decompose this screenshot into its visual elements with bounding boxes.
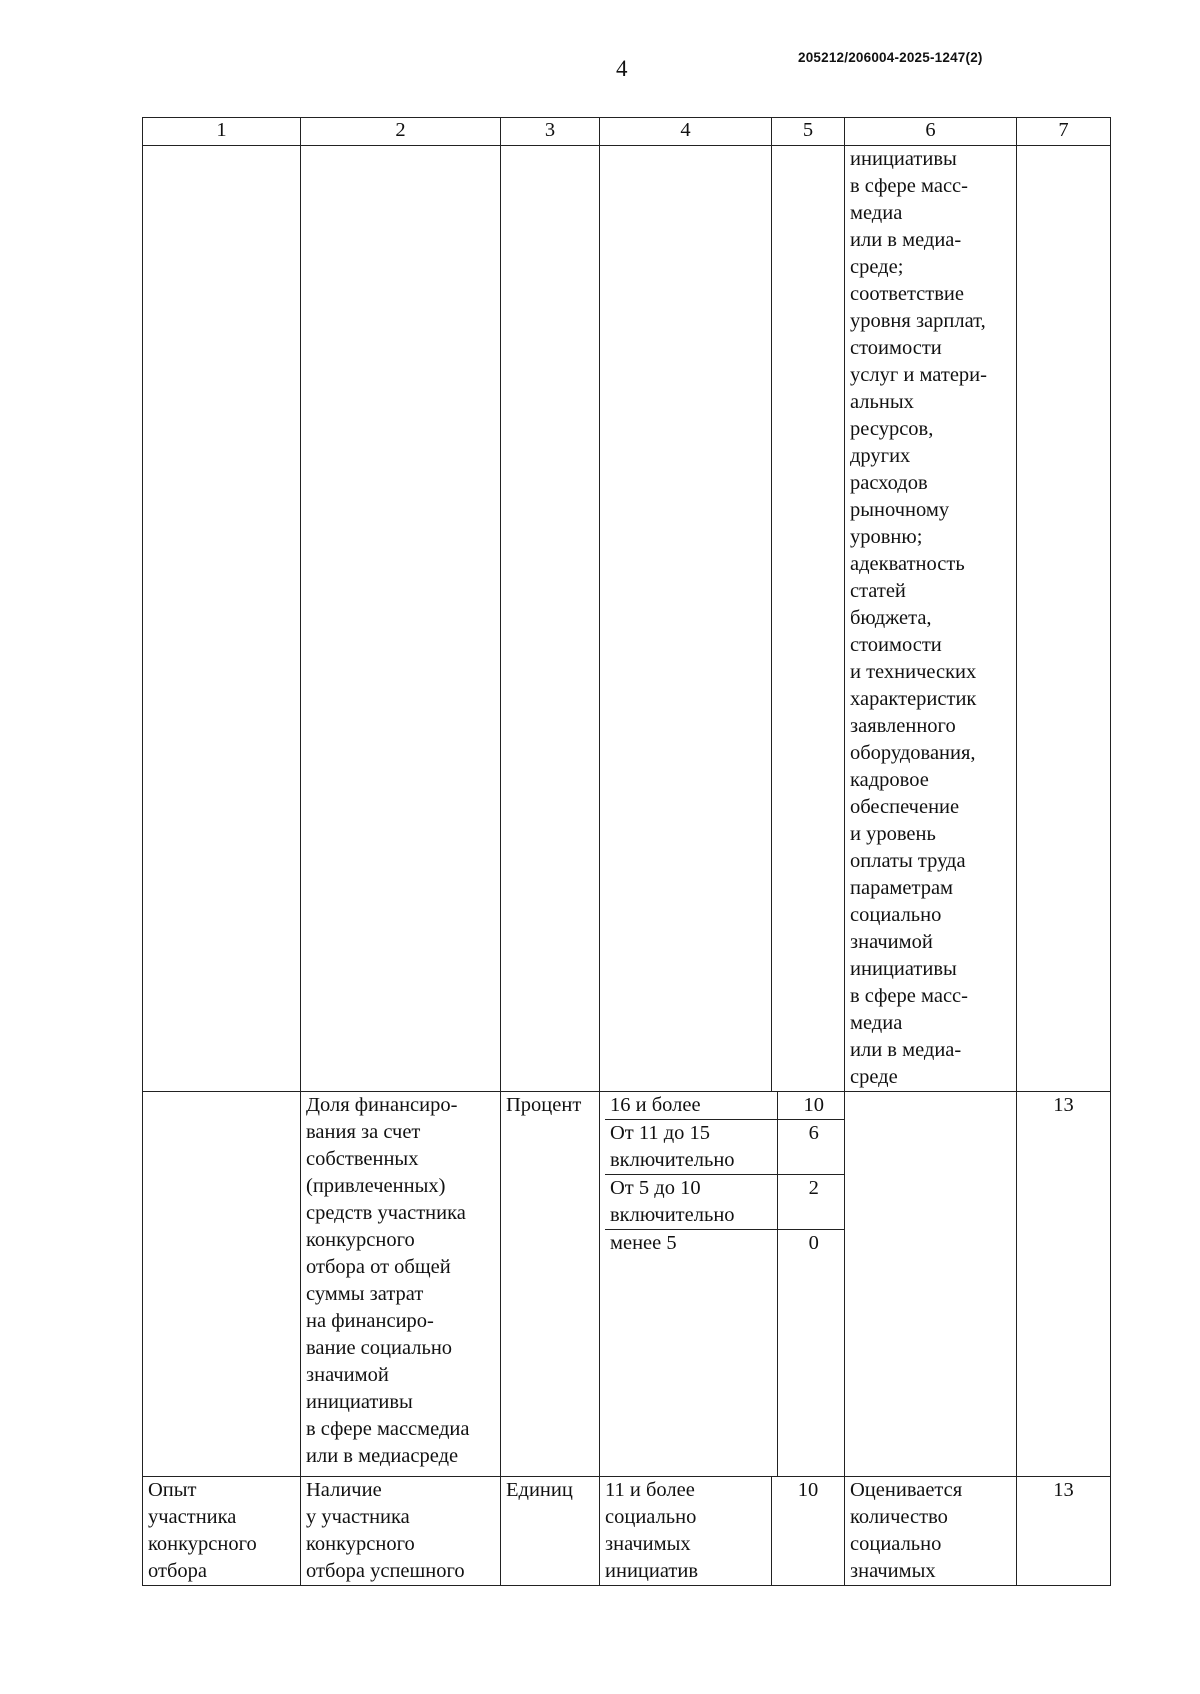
empty-cell xyxy=(1017,146,1111,1092)
text-line: бюджета, xyxy=(850,607,932,629)
criterion-description-cell xyxy=(301,1477,501,1586)
text-line: услуг и матери- xyxy=(850,364,987,386)
text-line: параметрам xyxy=(850,877,954,899)
text-line: социально xyxy=(605,1506,697,1528)
text-line: отбора от общей xyxy=(306,1256,451,1278)
criterion-description-cell xyxy=(301,1092,501,1477)
text-line: конкурсного xyxy=(306,1229,415,1251)
score-cell: 2 xyxy=(777,1175,845,1230)
text-line: кадровое xyxy=(850,769,929,791)
text-line: суммы затрат xyxy=(306,1283,424,1305)
text-line: инициативы xyxy=(850,958,957,980)
score-cell: 10 xyxy=(772,1477,845,1586)
score-cell: 0 xyxy=(777,1230,845,1477)
text-line: 16 и более xyxy=(610,1094,701,1116)
unit-cell: Единиц xyxy=(501,1477,600,1586)
evaluation-description-cell xyxy=(845,1477,1017,1586)
range-cell xyxy=(605,1175,777,1230)
text-line: средств участника xyxy=(306,1202,466,1224)
text-line: включительно xyxy=(610,1149,735,1171)
weight-cell: 13 xyxy=(1017,1477,1111,1586)
text-line: на финансиро- xyxy=(306,1310,434,1332)
text-line: адекватность xyxy=(850,553,965,575)
text-line: оплаты труда xyxy=(850,850,966,872)
text-line: участника xyxy=(148,1506,237,1528)
text-line: значимой xyxy=(306,1364,389,1386)
text-line: расходов xyxy=(850,472,928,494)
text-line: и технических xyxy=(850,661,977,683)
score-cell: 10 xyxy=(777,1092,845,1120)
empty-cell xyxy=(600,146,772,1092)
table-row xyxy=(143,1477,1111,1586)
text-line: социально xyxy=(850,1533,942,1555)
text-line: Доля финансиро- xyxy=(306,1094,458,1116)
text-line: количество xyxy=(850,1506,948,1528)
text-line: 11 и более xyxy=(605,1479,695,1501)
text-line: или в медиа- xyxy=(850,229,962,251)
text-line: инициативы xyxy=(306,1391,413,1413)
text-line: статей xyxy=(850,580,906,602)
text-line: характеристик xyxy=(850,688,977,710)
text-line: ресурсов, xyxy=(850,418,934,440)
criteria-table xyxy=(142,117,1111,1586)
text-line: собственных xyxy=(306,1148,419,1170)
score-options-cell xyxy=(600,1092,845,1477)
unit-cell: Процент xyxy=(501,1092,600,1477)
column-number-row xyxy=(143,118,1111,146)
table-row xyxy=(143,1092,1111,1477)
text-line: конкурсного xyxy=(306,1533,415,1555)
text-line: Опыт xyxy=(148,1479,197,1501)
text-line: соответствие xyxy=(850,283,964,305)
text-line: значимой xyxy=(850,931,933,953)
empty-cell xyxy=(845,1092,1017,1477)
score-cell: 6 xyxy=(777,1120,845,1175)
text-line: альных xyxy=(850,391,914,413)
range-cell xyxy=(600,1477,772,1586)
score-option-row xyxy=(605,1175,845,1230)
text-line: обеспечение xyxy=(850,796,960,818)
text-line: в сфере массмедиа xyxy=(306,1418,470,1440)
column-number-cell: 5 xyxy=(772,118,845,146)
empty-cell xyxy=(143,1092,301,1477)
text-line: включительно xyxy=(610,1204,735,1226)
text-line: вание социально xyxy=(306,1337,453,1359)
column-number-cell: 6 xyxy=(845,118,1017,146)
text-line: инициатив xyxy=(605,1560,699,1582)
page-number: 4 xyxy=(616,56,628,81)
column-number-cell: 1 xyxy=(143,118,301,146)
text-line: Наличие xyxy=(306,1479,382,1501)
weight-cell: 13 xyxy=(1017,1092,1111,1477)
text-line: значимых xyxy=(850,1560,936,1582)
text-line: других xyxy=(850,445,911,467)
text-line: уровню; xyxy=(850,526,923,548)
empty-cell xyxy=(772,146,845,1092)
text-line: в сфере масс- xyxy=(850,985,968,1007)
text-line: стоимости xyxy=(850,337,942,359)
table-row xyxy=(143,146,1111,1092)
text-line: значимых xyxy=(605,1533,691,1555)
text-line: конкурсного xyxy=(148,1533,257,1555)
text-line: Оценивается xyxy=(850,1479,963,1501)
text-line: уровня зарплат, xyxy=(850,310,986,332)
text-line: медиа xyxy=(850,202,903,224)
text-line: у участника xyxy=(306,1506,410,1528)
text-line: (привлеченных) xyxy=(306,1175,446,1197)
text-line: стоимости xyxy=(850,634,942,656)
text-line: вания за счет xyxy=(306,1121,421,1143)
text-line: рыночному xyxy=(850,499,950,521)
text-line: менее 5 xyxy=(610,1232,677,1254)
empty-cell xyxy=(301,146,501,1092)
range-cell xyxy=(605,1092,777,1120)
score-options-table xyxy=(605,1092,845,1476)
column-number-cell: 4 xyxy=(600,118,772,146)
range-cell xyxy=(605,1230,777,1477)
text-line: или в медиа- xyxy=(850,1039,962,1061)
text-line: От 5 до 10 xyxy=(610,1177,701,1199)
score-option-row xyxy=(605,1120,845,1175)
text-line: социально xyxy=(850,904,942,926)
text-line: и уровень xyxy=(850,823,936,845)
criterion-name-cell xyxy=(143,1477,301,1586)
document-code: 205212/206004-2025-1247(2) xyxy=(798,50,983,65)
column-number-cell: 3 xyxy=(501,118,600,146)
empty-cell xyxy=(501,146,600,1092)
range-cell xyxy=(605,1120,777,1175)
text-line: среде xyxy=(850,1066,898,1088)
text-line: медиа xyxy=(850,1012,903,1034)
text-line: От 11 до 15 xyxy=(610,1122,711,1144)
score-option-row xyxy=(605,1230,845,1477)
column-number-cell: 7 xyxy=(1017,118,1111,146)
score-option-row xyxy=(605,1092,845,1120)
text-line: заявленного xyxy=(850,715,956,737)
evaluation-description-cell xyxy=(845,146,1017,1092)
text-line: в сфере масс- xyxy=(850,175,968,197)
empty-cell xyxy=(143,146,301,1092)
text-line: или в медиасреде xyxy=(306,1445,459,1467)
text-line: оборудования, xyxy=(850,742,976,764)
text-line: инициативы xyxy=(850,148,957,170)
text-line: отбора успешного xyxy=(306,1560,465,1582)
column-number-cell: 2 xyxy=(301,118,501,146)
text-line: отбора xyxy=(148,1560,207,1582)
text-line: среде; xyxy=(850,256,904,278)
